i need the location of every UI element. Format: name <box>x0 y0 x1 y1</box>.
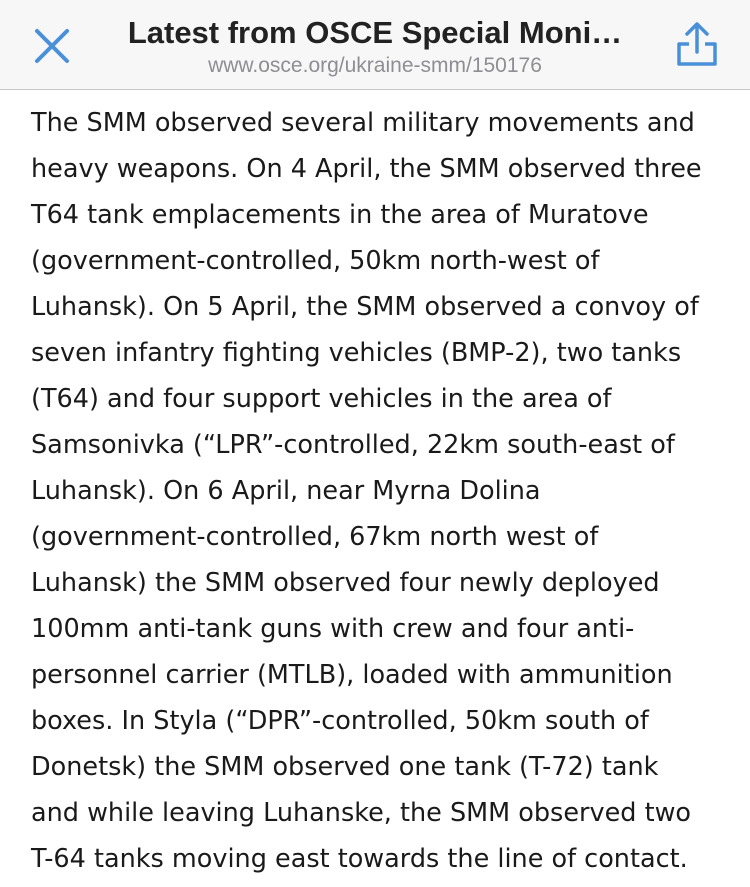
article-line: (government-controlled, 67km north west of <box>31 522 599 552</box>
article-line: Samsonivka (“LPR”-controlled, 22km south-east of <box>31 430 675 460</box>
article-line: Luhansk) the SMM observed four newly deployed <box>31 568 660 598</box>
article-line: (government-controlled, 50km north-west of <box>31 246 600 276</box>
article-line: boxes. In Styla (“DPR”-controlled, 50km south of <box>31 706 649 736</box>
article-line: seven infantry fighting vehicles (BMP-2), two tanks <box>31 338 682 368</box>
article-line: The SMM observed several military movements and <box>31 108 695 138</box>
article-line: 100mm anti-tank guns with crew and four anti- <box>31 614 635 644</box>
article-line: heavy weapons. On 4 April, the SMM observed three <box>31 154 702 184</box>
share-button[interactable] <box>672 20 722 70</box>
article-line: personnel carrier (MTLB), loaded with ammunition <box>31 660 673 690</box>
article-line: Donetsk) the SMM observed one tank (T-72) tank <box>31 752 659 782</box>
close-button[interactable] <box>30 24 74 68</box>
article-line: Luhansk). On 6 April, near Myrna Dolina <box>31 476 541 506</box>
browser-header <box>0 0 750 90</box>
page-url[interactable]: www.osce.org/ukraine-smm/150176 <box>208 54 542 77</box>
article-line: T-64 tanks moving east towards the line of contact. <box>31 844 688 874</box>
article-body <box>31 100 731 882</box>
page-title: Latest from OSCE Special Moni… <box>127 15 623 50</box>
article-line: T64 tank emplacements in the area of Muratove <box>31 200 649 230</box>
article-line: Luhansk). On 5 April, the SMM observed a convoy of <box>31 292 699 322</box>
article-line: (T64) and four support vehicles in the area of <box>31 384 612 414</box>
close-icon <box>30 24 74 68</box>
share-icon <box>672 20 722 70</box>
article-line: and while leaving Luhanske, the SMM observed two <box>31 798 692 828</box>
